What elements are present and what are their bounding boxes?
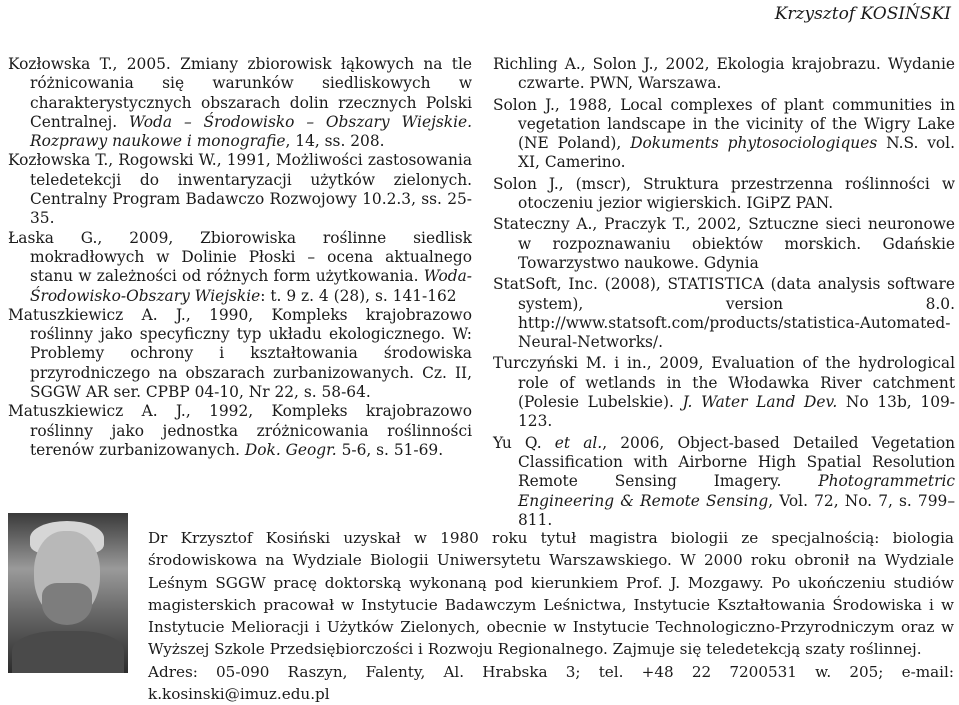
biography-text: Dr Krzysztof Kosiński uzyskał w 1980 roku tytuł magistra biologii ze specjalnością: biologia środowiskowa na Wydziale Biologii Uniwersytetu Warszawskiego. W 2000 roku obronił na Wydziale Leśnym SGGW pracę doktorską wykonaną pod kierunkiem Prof. J. Mozgawy. Po ukończeniu studiów magisterskich pracował w Instytucie Badawczym Leśnictwa, Instytucie Kształtowania Środowiska i w Instytucie Melioracji i Użytków Zielonych, obecnie w Instytucie Technologiczno-Przyrodniczym oraz w Wyższej Szkole Przedsiębiorczości i Rozwoju Regionalnego. Zajmuje się teledetekcją szaty roślinnej.: [148, 529, 954, 659]
reference-item: Turczyński M. i in., 2009, Evaluation of the hydrological role of wetlands in the Włodawka River catchment (Polesie Lubelskie). J. Water Land Dev. No 13b, 109-123.: [493, 354, 955, 431]
reference-item: Kozłowska T., 2005. Zmiany zbiorowisk łąkowych na tle różnicowania się warunków siedliskowych w charakterystycznych obszarach dolin rzecznych Polski Centralnej. Woda – Środowisko – Obszary Wiejskie. Rozprawy naukowe i monografie, 14, ss. 208.: [8, 55, 472, 151]
reference-item: Łaska G., 2009, Zbiorowiska roślinne siedlisk mokradłowych w Dolinie Płoski – ocena aktualnego stanu w zależności od różnych form użytkowania. Woda-Środowisko-Obszary Wiejskie: t. 9 z. 4 (28), s. 141-162: [8, 228, 472, 305]
reference-item: Kozłowska T., Rogowski W., 1991, Możliwości zastosowania teledetekcji do inwentaryzacji użytków zielonych. Centralny Program Badawczo Rozwojowy 10.2.3, ss. 25-35.: [8, 151, 472, 228]
reference-item: Matuszkiewicz A. J., 1990, Kompleks krajobrazowo roślinny jako specyficzny typ układu ekologicznego. W: Problemy ochrony i kształtowania środowiska przyrodniczego na obszarach zurbanizowanych. Cz. II, SGGW AR ser. CPBP 04-10, Nr 22, s. 58-64.: [8, 305, 472, 402]
author-photo: [8, 513, 128, 673]
reference-item: Richling A., Solon J., 2002, Ekologia krajobrazu. Wydanie czwarte. PWN, Warszawa.: [493, 55, 955, 93]
reference-item: Solon J., (mscr), Struktura przestrzenna roślinności w otoczeniu jezior wigierskich. IGiPZ PAN.: [493, 174, 955, 213]
author-biography: [148, 527, 954, 705]
reference-item: Yu Q. et al., 2006, Object-based Detailed Vegetation Classification with Airborne High Spatial Resolution Remote Sensing Imagery. Photogrammetric Engineering & Remote Sensing, Vol. 72, No. 7, s. 799–811.: [493, 433, 956, 529]
reference-item: Matuszkiewicz A. J., 1992, Kompleks krajobrazowo roślinny jako jednostka zróżnicowania roślinności terenów zurbanizowanych. Dok. Geogr. 5-6, s. 51-69.: [8, 402, 472, 459]
reference-item: Solon J., 1988, Local complexes of plant communities in vegetation landscape in the vicinity of the Wigry Lake (NE Poland), Dokuments phytosociologiques N.S. vol. XI, Camerino.: [493, 95, 955, 172]
reference-item: Stateczny A., Praczyk T., 2002, Sztuczne sieci neuronowe w rozpoznawaniu obiektów morskich. Gdańskie Towarzystwo naukowe. Gdynia: [493, 215, 955, 272]
references-right-column: [493, 55, 955, 532]
reference-item: StatSoft, Inc. (2008), STATISTICA (data analysis software system), version 8.0. http://www.statsoft.com/products/statistica-Automated-Neural-Networks/.: [493, 275, 955, 352]
running-header-author: Krzysztof KOSIŃSKI: [774, 4, 951, 24]
author-address: Adres: 05-090 Raszyn, Falenty, Al. Hrabska 3; tel. +48 22 7200531 w. 205; e-mail: k.kosinski@imuz.edu.pl: [148, 662, 954, 704]
references-left-column: [8, 55, 472, 460]
